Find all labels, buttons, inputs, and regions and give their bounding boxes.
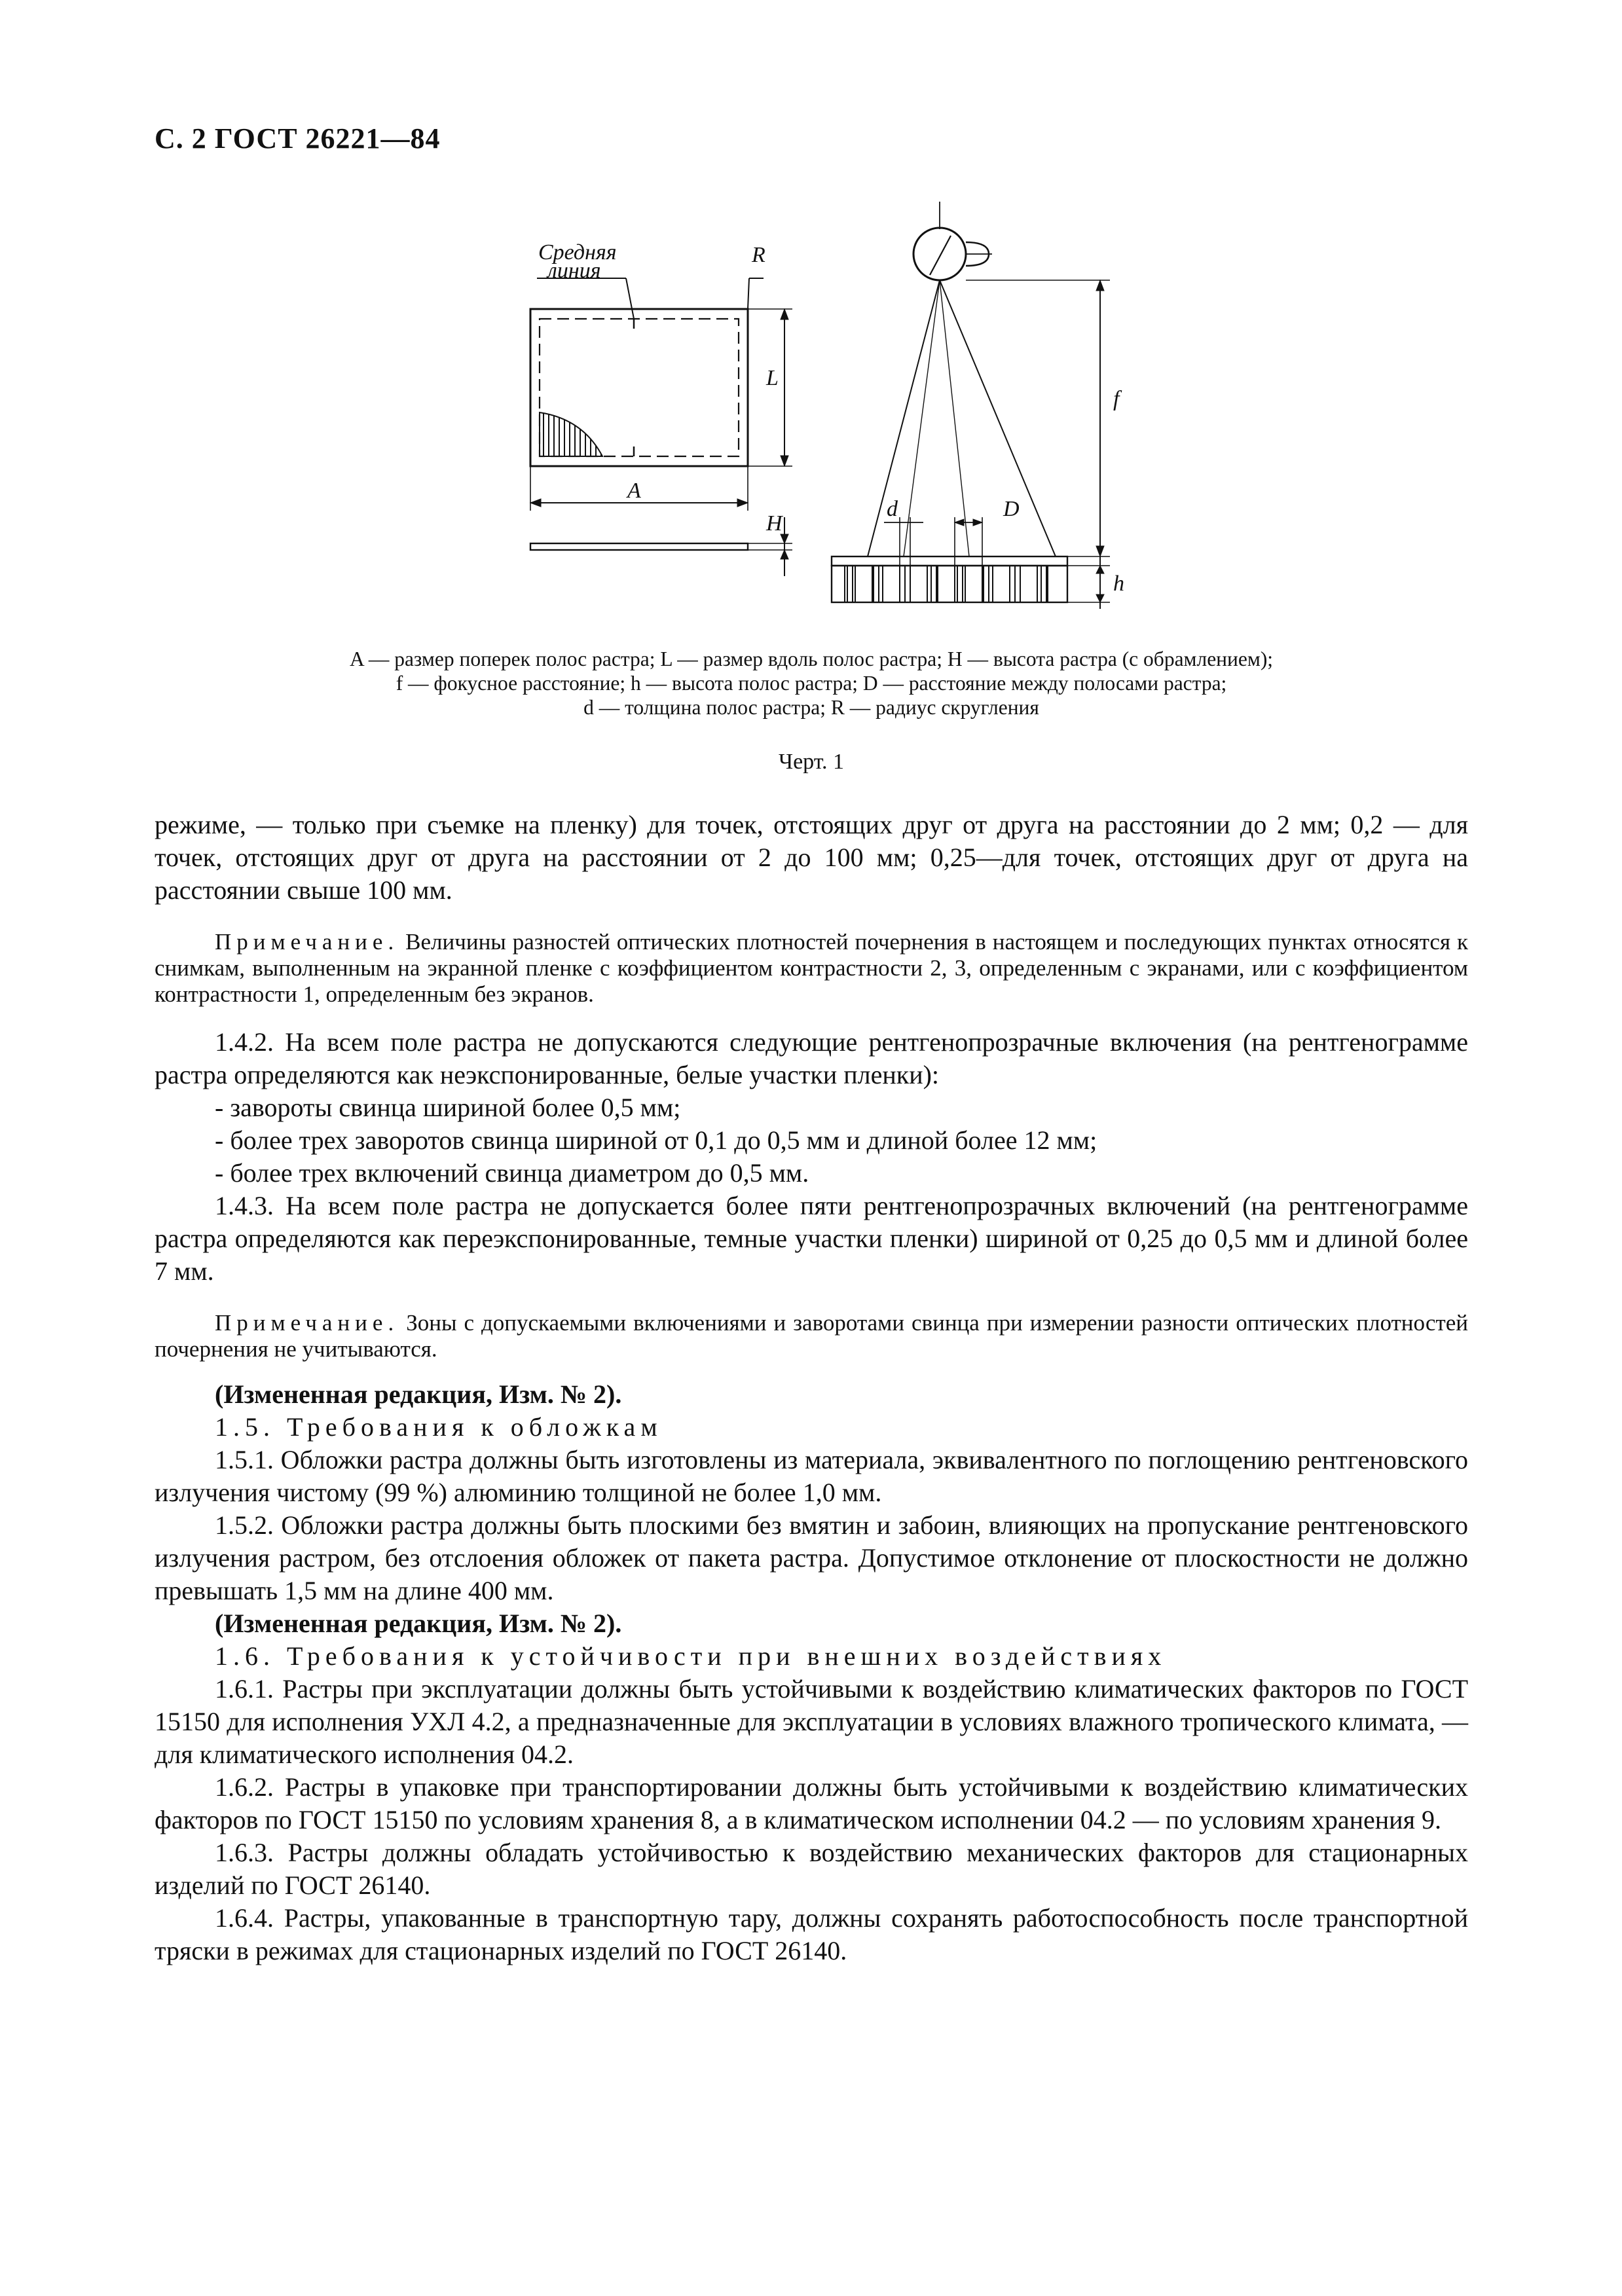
list-item-3: - более трех включений свинца диаметром до 0,5 мм. [215,1158,809,1188]
amendment-note-2: (Измененная редакция, Изм. № 2). [215,1609,622,1638]
label-h-lower: h [1113,572,1124,596]
grid-cross-section [832,202,1110,609]
drawing-svg [504,190,1133,622]
note-2 [155,1310,1468,1362]
section-heading-1-5: 1.5. Требования к обложкам [215,1412,663,1442]
caption-line-1: A — размер поперек полос растра; L — размер вдоль полос растра; H — высота растра (с обрамлением); [349,647,1274,670]
figure-label: Черт. 1 [778,750,845,774]
note-1-text: Величины разностей оптических плотностей почернения в настоящем и последующих пунктах относятся к снимкам, выполненным на экранной пленке с коэффициентом контрастности 2, 3, определенным с экранами, или с коэффициентом контрастности 1, определенным без экранов. [155,929,1468,1007]
paragraph-1-4-2: 1.4.2. На всем поле растра не допускаются следующие рентгенопрозрачные включения (на рентгенограмме растра определяются как неэкспонированные, белые участки пленки): [155,1027,1468,1089]
label-l: L [766,366,779,390]
label-middle-line-2: линия [547,259,601,283]
technical-drawing [504,190,1133,622]
list-item-1: - завороты свинца шириной более 0,5 мм; [215,1093,681,1122]
paragraph-1-6-1: 1.6.1. Растры при эксплуатации должны быть устойчивыми к воздействию климатических факторов по ГОСТ 15150 для исполнения УХЛ 4.2, а предназначенные для эксплуатации в условиях влажного тропического климата, — для климатического исполнения 04.2. [155,1674,1468,1769]
note-2-label: Примечание. [215,1310,399,1336]
note-2-text: Зоны с допускаемыми включениями и заворотами свинца при измерении разности оптических плотностей почернения не учитываются. [155,1310,1468,1362]
paragraph-1-5-2: 1.5.2. Обложки растра должны быть плоскими без вмятин и забоин, влияющих на пропускание рентгеновского излучения растром, без отслоения обложек от пакета растра. Допустимое отклонение от плоскостности не должно превышать 1,5 мм на длине 400 мм. [155,1510,1468,1605]
label-f: f [1113,387,1120,411]
label-h-upper: H [766,511,783,536]
paragraph-continuation: режиме, — только при съемке на пленку) для точек, отстоящих друг от друга на расстоянии до 2 мм; 0,2 — для точек, отстоящих друг от друга на расстоянии от 2 до 100 мм; 0,25—для точек, отстоящих друг от друга на расстоянии свыше 100 мм. [155,810,1468,905]
list-item-2: - более трех заворотов свинца шириной от 0,1 до 0,5 мм и длиной более 12 мм; [215,1125,1097,1155]
label-a: A [627,479,641,503]
paragraph-1-5-1: 1.5.1. Обложки растра должны быть изготовлены из материала, эквивалентного по поглощению рентгеновского излучения чистому (99 %) алюминию толщиной не более 1,0 мм. [155,1445,1468,1507]
paragraph-1-6-3: 1.6.3. Растры должны обладать устойчивостью к воздействию механических факторов для стационарных изделий по ГОСТ 26140. [155,1838,1468,1900]
label-r: R [752,243,765,267]
page-header: С. 2 ГОСТ 26221—84 [155,122,441,155]
label-middle-line-1: Средняя [538,240,617,264]
paragraph-1-6-2: 1.6.2. Растры в упаковке при транспортировании должны быть устойчивыми к воздействию климатических факторов по ГОСТ 15150 по условиям хранения 8, а в климатическом исполнении 04.2 — по условиям хранения 9. [155,1772,1468,1834]
paragraph-1-6-4: 1.6.4. Растры, упакованные в транспортную тару, должны сохранять работоспособность после транспортной тряски в режимах для стационарных изделий по ГОСТ 26140. [155,1903,1468,1965]
paragraph-1-4-3: 1.4.3. На всем поле растра не допускается более пяти рентгенопрозрачных включений (на рентгенограмме растра определяются как переэкспонированные, темные участки пленки) шириной от 0,25 до 0,5 мм и длиной более 7 мм. [155,1191,1468,1286]
label-big-d: D [1003,497,1020,521]
figure-caption [155,647,1468,720]
note-1-label: Примечание. [215,929,399,955]
document-body [155,809,1468,1967]
label-d: d [887,497,898,521]
caption-line-3: d — толщина полос растра; R — радиус скругления [583,696,1039,719]
caption-line-2: f — фокусное расстояние; h — высота полос растра; D — расстояние между полосами растра; [396,672,1227,695]
amendment-note-1: (Измененная редакция, Изм. № 2). [215,1379,622,1409]
section-heading-1-6: 1.6. Требования к устойчивости при внешних воздействиях [215,1641,1167,1671]
note-1 [155,929,1468,1008]
grid-plan-view [530,278,792,576]
